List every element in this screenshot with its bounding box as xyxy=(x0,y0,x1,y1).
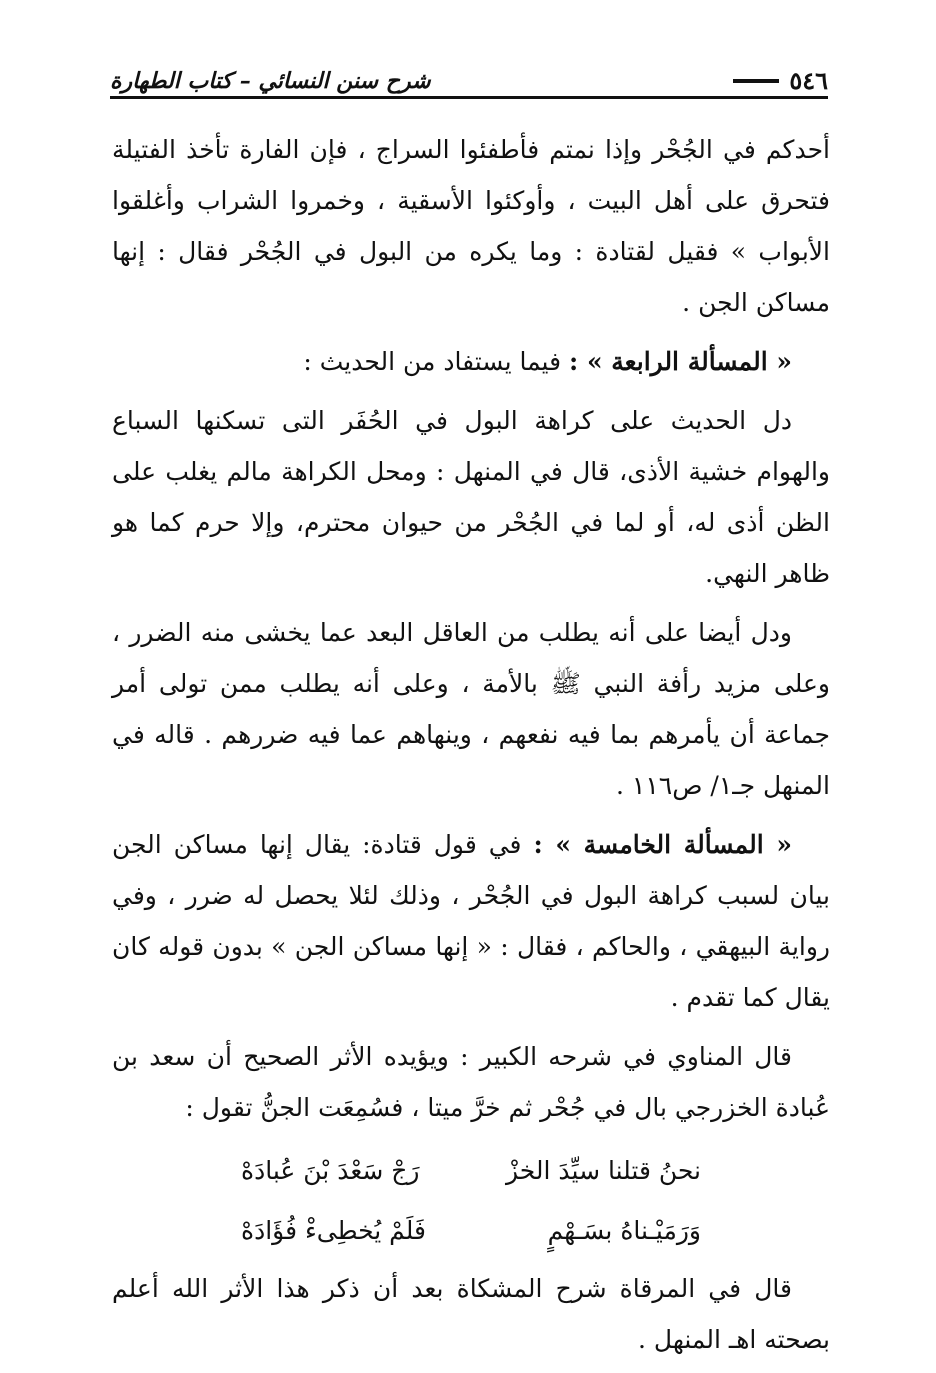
poem xyxy=(241,1141,701,1261)
running-title: شرح سنن النسائي – كتاب الطهارة xyxy=(110,68,431,94)
poem-verse-2 xyxy=(241,1201,701,1261)
hemistich-left: رَجْ سَعْدَ بْنَ عُبادَهْ xyxy=(241,1156,420,1185)
page-number: ٥٤٦ xyxy=(789,66,828,95)
paragraph-additional-indication: ودل أيضا على أنه يطلب من العاقل البعد عما يخشى منه الضرر ، وعلى مزيد رأفة النبي ﷺ بالأمة ، وعلى أنه يطلب ممن تولى أمر جماعة أن يأمرهم بما فيه نفعهم ، وينهاهم عما فيه ضررهم . قاله في المنهل جـ١/ ص١١٦ . xyxy=(112,618,830,800)
poem-verse-1 xyxy=(241,1141,701,1201)
hemistich-right: نحنُ قتلنا سيِّدَ الخزْ xyxy=(505,1156,701,1185)
section-heading-fourth: « المسألة الرابعة » : xyxy=(569,347,792,376)
section-text-fifth: في قول قتادة: يقال إنها مساكن الجن بيان لسبب كراهة البول في الجُحْر ، وذلك لئلا يحصل له ضرر ، وفي رواية البيهقي ، والحاكم ، فقال : « إنها مساكن الجن » بدون قوله كان يقال كما تقدم . xyxy=(112,830,830,1012)
page-number-dash xyxy=(733,79,779,83)
section-heading-fifth: « المسألة الخامسة » : xyxy=(533,830,792,859)
paragraph-mirqat: قال في المرقاة شرح المشكاة بعد أن ذكر هذا الأثر الله أعلم بصحته اهـ المنهل . xyxy=(112,1274,830,1354)
page-number-group xyxy=(733,66,828,95)
paragraph-fourth-issue xyxy=(112,336,830,387)
paragraph-hadith-end: أحدكم في الجُحْر وإذا نمتم فأطفئوا السراج ، فإن الفارة تأخذ الفتيلة فتحرق على أهل البيت ، وأوكئوا الأسقية ، وخمروا الشراب وأغلقوا الأبواب » فقيل لقتادة : وما يكره من البول في الجُحْر فقال : إنها مساكن الجن . xyxy=(112,135,830,317)
hemistich-right: وَرَمَيْـناهُ بسَـهْمٍ xyxy=(547,1216,701,1245)
section-text-fourth: فيما يستفاد من الحديث : xyxy=(303,347,570,376)
hemistich-left: فَلَمْ يُخطِىءْ فُؤَادَهْ xyxy=(241,1216,426,1245)
paragraph-hadith-indication: دل الحديث على كراهة البول في الحُفَر التى تسكنها السباع والهوام خشية الأذى، قال في المنهل : ومحل الكراهة مالم يغلب على الظن أذى له، أو لما في الجُحْر من حيوان محترم، وإلا حرم كما هو ظاهر النهي. xyxy=(112,406,830,588)
paragraph-fifth-issue xyxy=(112,819,830,1023)
page-header xyxy=(110,62,828,104)
page-body xyxy=(112,124,830,1373)
paragraph-munawi: قال المناوي في شرحه الكبير : ويؤيده الأثر الصحيح أن سعد بن عُبادة الخزرجي بال في جُحْر ثم خرَّ ميتا ، فسُمِعَت الجنُّ تقول : xyxy=(112,1042,830,1122)
header-rule xyxy=(110,96,828,99)
